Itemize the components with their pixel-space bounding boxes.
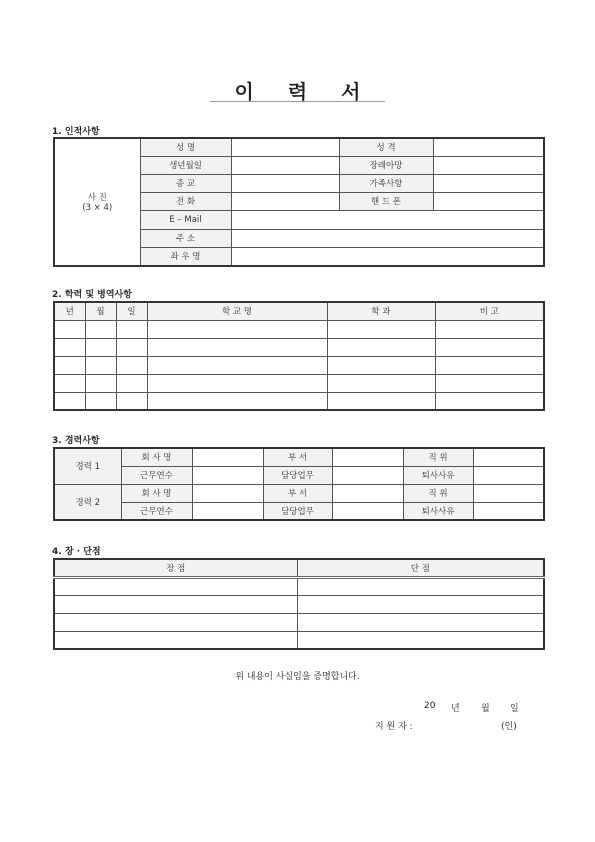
confirmation-text: 위 내용이 사실임을 증명합니다. [235,672,360,682]
position-label: 직 위 [403,484,473,502]
phone-field[interactable] [231,192,339,210]
edu-cell[interactable] [327,320,435,338]
reason-label: 퇴사사유 [403,466,473,484]
edu-cell[interactable] [147,356,327,374]
address-label: 주 소 [140,229,231,247]
weakness-cell[interactable] [297,577,544,595]
edu-header-school: 학 교 명 [147,302,327,320]
position-field[interactable] [473,484,544,502]
reason-field[interactable] [473,502,544,520]
photo-label: 사 진 [87,193,107,203]
edu-header-major: 학 과 [327,302,435,320]
section-strengths-heading: 4. 장 · 단점 [52,547,101,557]
weakness-cell[interactable] [297,613,544,631]
applicant-label: 지 원 자 : [375,722,413,732]
family-label: 가족사항 [339,174,433,192]
edu-cell[interactable] [327,392,435,410]
edu-cell[interactable] [116,374,147,392]
edu-cell[interactable] [327,338,435,356]
edu-cell[interactable] [435,374,544,392]
table-row [54,613,544,631]
date-year-unit: 년 [451,704,460,714]
religion-field[interactable] [231,174,339,192]
years-label: 근무연수 [121,502,192,520]
phone-label: 전 화 [140,192,231,210]
edu-header-day: 일 [116,302,147,320]
dept-label: 부 서 [263,484,332,502]
strength-cell[interactable] [54,577,297,595]
edu-cell[interactable] [147,320,327,338]
mobile-label: 핸 드 폰 [339,192,433,210]
table-row [54,577,544,595]
title-char: 서 [341,80,361,104]
dept-label: 부 서 [263,448,332,466]
date-day-unit: 일 [510,704,519,714]
duty-label: 담당업무 [263,502,332,520]
date-month-unit: 월 [481,704,490,714]
years-field[interactable] [192,502,263,520]
years-label: 근무연수 [121,466,192,484]
table-row [54,595,544,613]
years-field[interactable] [192,466,263,484]
edu-cell[interactable] [327,374,435,392]
seal-mark: (인) [501,722,517,732]
strength-cell[interactable] [54,595,297,613]
motto-label: 좌 우 명 [140,247,231,266]
reason-field[interactable] [473,466,544,484]
company-field[interactable] [192,484,263,502]
edu-cell[interactable] [147,392,327,410]
position-label: 직 위 [403,448,473,466]
edu-cell[interactable] [435,338,544,356]
duty-label: 담당업무 [263,466,332,484]
edu-header-year: 년 [54,302,85,320]
title-char: 이 [234,80,254,104]
weakness-cell[interactable] [297,595,544,613]
edu-header-note: 비 고 [435,302,544,320]
email-field[interactable] [231,210,544,229]
edu-cell[interactable] [116,356,147,374]
edu-header-month: 월 [85,302,116,320]
hobby-field[interactable] [433,156,544,174]
address-field[interactable] [231,229,544,247]
edu-cell[interactable] [85,392,116,410]
edu-cell[interactable] [85,338,116,356]
religion-label: 종 교 [140,174,231,192]
email-label: E – Mail [140,210,231,229]
table-row [54,320,544,338]
section-career-heading: 3. 경력사항 [52,436,100,446]
personality-field[interactable] [433,138,544,156]
weakness-cell[interactable] [297,631,544,649]
birth-field[interactable] [231,156,339,174]
edu-cell[interactable] [147,374,327,392]
birth-label: 생년월일 [140,156,231,174]
date-year: 20 [424,701,436,711]
edu-cell[interactable] [54,356,85,374]
name-field[interactable] [231,138,339,156]
position-field[interactable] [473,448,544,466]
strengths-table [53,558,545,650]
company-label: 회 사 명 [121,448,192,466]
edu-cell[interactable] [54,320,85,338]
career-2-label: 경력 2 [54,484,121,520]
strength-cell[interactable] [54,613,297,631]
edu-cell[interactable] [54,338,85,356]
motto-field[interactable] [231,247,544,266]
reason-label: 퇴사사유 [403,502,473,520]
edu-cell[interactable] [116,392,147,410]
edu-cell[interactable] [435,356,544,374]
dept-field[interactable] [332,484,403,502]
edu-cell[interactable] [116,320,147,338]
family-field[interactable] [433,174,544,192]
title-underline [210,101,385,102]
company-label: 회 사 명 [121,484,192,502]
hobby-label: 장래아망 [339,156,433,174]
edu-cell[interactable] [327,356,435,374]
title-char: 력 [287,80,308,104]
career-table [53,447,545,521]
mobile-field[interactable] [433,192,544,210]
section-personal-heading: 1. 인적사항 [52,127,100,137]
edu-cell[interactable] [435,320,544,338]
edu-cell[interactable] [85,356,116,374]
edu-cell[interactable] [54,392,85,410]
name-label: 성 명 [140,138,231,156]
section-education-heading: 2. 학력 및 병역사항 [52,290,132,300]
edu-cell[interactable] [147,338,327,356]
personal-info-table [53,137,545,267]
table-row [54,631,544,649]
table-row [54,392,544,410]
table-row [54,338,544,356]
personality-label: 성 격 [339,138,433,156]
strength-cell[interactable] [54,631,297,649]
edu-cell[interactable] [85,320,116,338]
edu-cell[interactable] [435,392,544,410]
company-field[interactable] [192,448,263,466]
dept-field[interactable] [332,448,403,466]
table-row [54,374,544,392]
strengths-header: 장 점 [54,559,297,577]
photo-size: (3 × 4) [82,203,113,213]
duty-field[interactable] [332,466,403,484]
education-table [53,301,545,411]
weaknesses-header: 단 점 [297,559,544,577]
duty-field[interactable] [332,502,403,520]
photo-cell[interactable] [54,138,140,266]
edu-cell[interactable] [85,374,116,392]
table-row [54,356,544,374]
edu-cell[interactable] [116,338,147,356]
career-1-label: 경력 1 [54,448,121,484]
edu-cell[interactable] [54,374,85,392]
